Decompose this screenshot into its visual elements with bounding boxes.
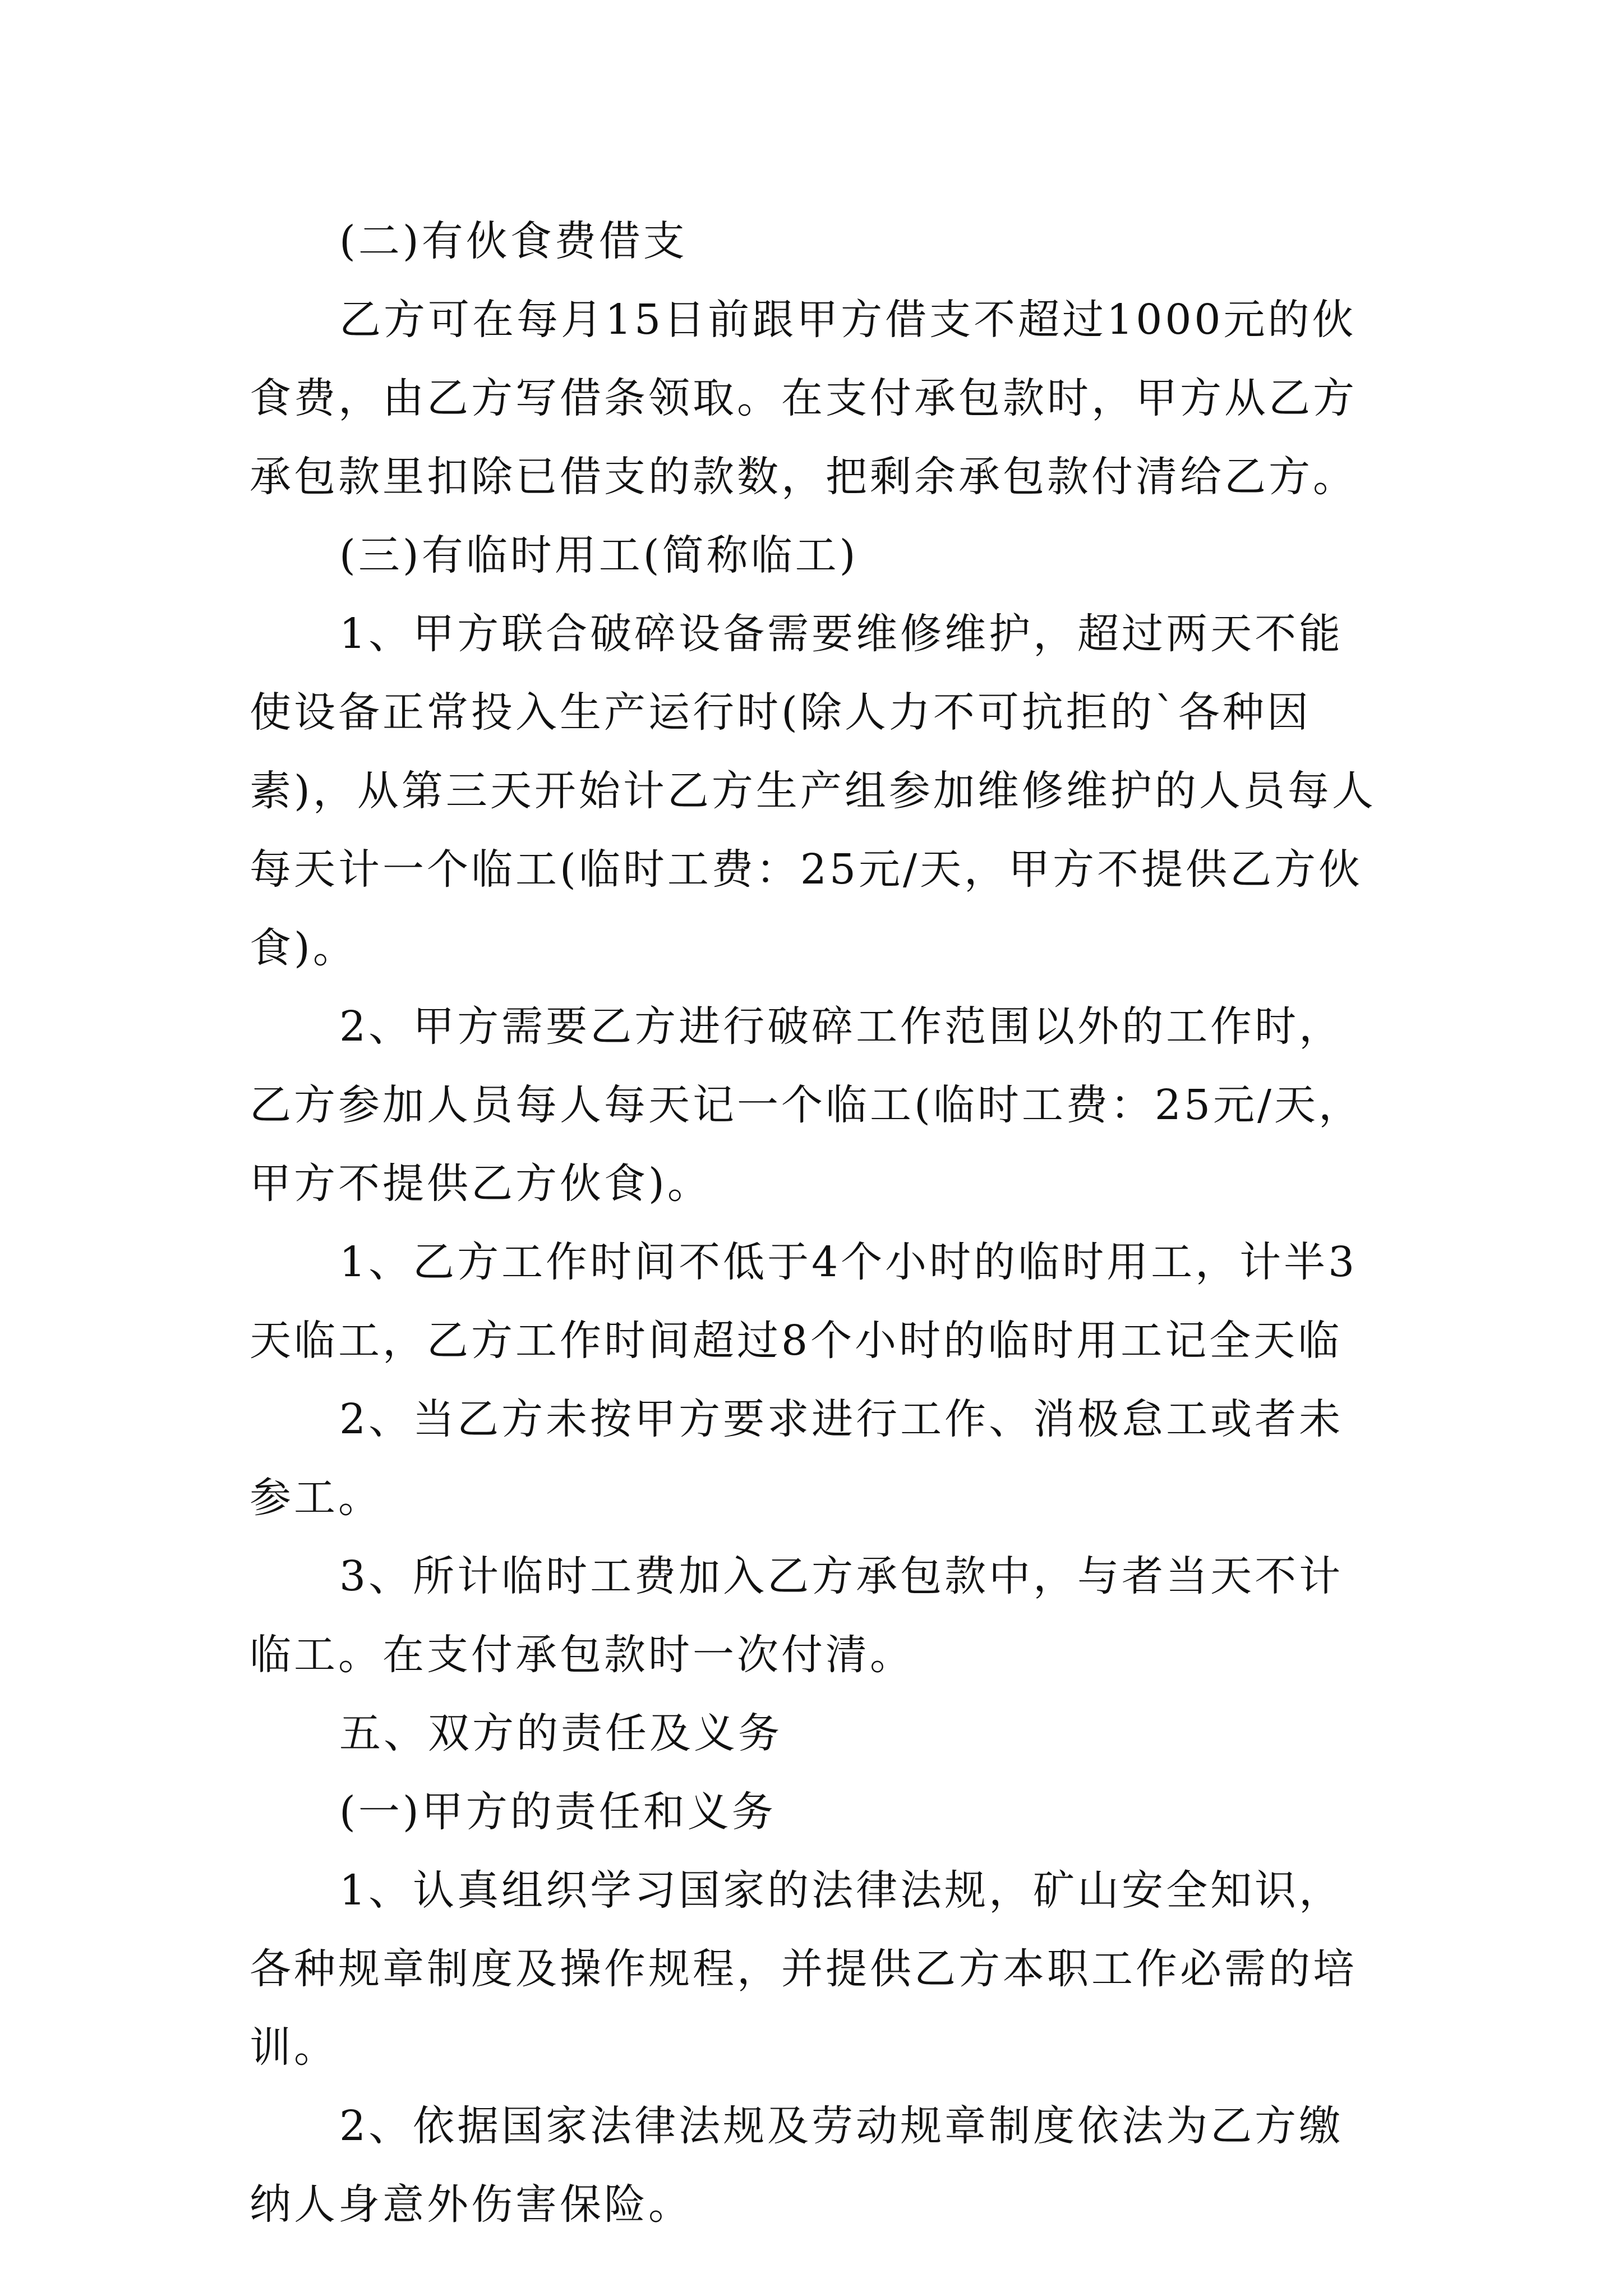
- section-heading-responsibilities: 五、双方的责任及义务: [339, 1709, 782, 1757]
- paragraph-meal-advance-terms: 乙方可在每月15日前跟甲方借支不超过1000元的伙食费，由乙方写借条领取。在支付承包款时，甲方从乙方承包款里扣除已借支的款数，把剩余承包款付清给乙方。: [250, 296, 1357, 501]
- paragraph-outside-scope-labor: 2、甲方需要乙方进行破碎工作范围以外的工作时，乙方参加人员每人每天记一个临工(临时工费：25元/天，甲方不提供乙方伙食)。: [250, 1002, 1363, 1208]
- paragraph-non-compliance: 2、当乙方未按甲方要求进行工作、消极怠工或者未参工。: [250, 1395, 1344, 1522]
- paragraph-training-duty: 1、认真组织学习国家的法律法规，矿山安全知识，各种规章制度及操作规程，并提供乙方本职工作必需的培训。: [250, 1866, 1357, 2072]
- paragraph-labor-hours-rule: 1、乙方工作时间不低于4个小时的临时用工，计半3天临工，乙方工作时间超过8个小时的临时用工记全天临: [250, 1238, 1358, 1365]
- paragraph-equipment-repair-labor: 1、甲方联合破碎设备需要维修维护，超过两天不能使设备正常投入生产运行时(除人力不可抗拒的`各种因素)，从第三天开始计乙方生产组参加维修维护的人员每人每天计一个临工(临时工费：25元/天，甲方不提供乙方伙食)。: [250, 610, 1376, 972]
- section-heading-meal-advance: (二)有伙食费借支: [339, 217, 688, 265]
- document-body: [250, 202, 1382, 2244]
- paragraph-payment-inclusion: 3、所计临时工费加入乙方承包款中，与者当天不计临工。在支付承包款时一次付清。: [250, 1552, 1344, 1679]
- paragraph-insurance-duty: 2、依据国家法律法规及劳动规章制度依法为乙方缴纳人身意外伤害保险。: [250, 2102, 1344, 2229]
- section-heading-party-a-duties: (一)甲方的责任和义务: [339, 1788, 776, 1836]
- section-heading-temporary-labor: (三)有临时用工(简称临工): [339, 531, 859, 579]
